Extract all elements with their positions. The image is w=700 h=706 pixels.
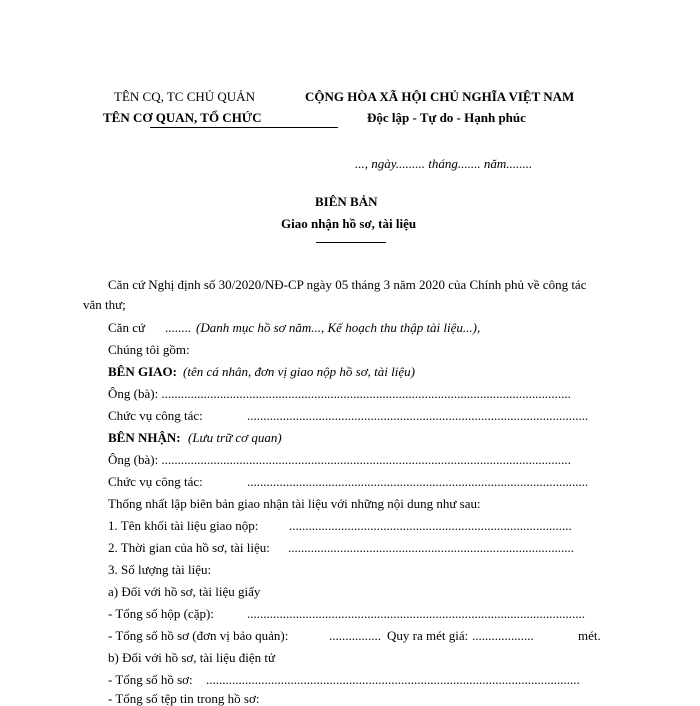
parent-agency: TÊN CQ, TC CHỦ QUẢN	[114, 89, 255, 104]
efiles-fill: ...................................................................................................................	[206, 672, 580, 687]
item1-label: 1. Tên khối tài liệu giao nộp:	[108, 518, 259, 533]
giver-position-fill: .........................................................................................................	[247, 408, 589, 423]
republic-title: CỘNG HÒA XÃ HỘI CHỦ NGHĨA VIỆT NAM	[305, 89, 575, 104]
document-title: BIÊN BẢN	[315, 194, 378, 209]
boxes-label: - Tổng số hộp (cặp):	[108, 606, 214, 621]
national-motto: Độc lập - Tự do - Hạnh phúc	[367, 110, 526, 125]
meters-unit: mét.	[578, 628, 601, 643]
agency-name: TÊN CƠ QUAN, TỔ CHỨC	[103, 110, 262, 125]
receiver-position-label: Chức vụ công tác:	[108, 474, 203, 489]
basis2-fill: ........	[165, 320, 191, 335]
date-line: ..., ngày......... tháng....... năm........	[355, 156, 533, 171]
giver-label: BÊN GIAO:	[108, 364, 177, 379]
giver-position-label: Chức vụ công tác:	[108, 408, 203, 423]
item2-fill: ........................................................................................	[288, 540, 574, 555]
document-subtitle: Giao nhận hồ sơ, tài liệu	[281, 216, 417, 231]
efiles-label: - Tổng số hồ sơ:	[108, 672, 193, 687]
title-underline	[316, 242, 386, 243]
basis2-label: Căn cứ	[108, 320, 146, 335]
item3a: a) Đối với hồ sơ, tài liệu giấy	[108, 584, 261, 599]
item3b: b) Đối với hồ sơ, tài liệu điện tử	[108, 650, 276, 665]
files-label: - Tổng số hồ sơ (đơn vị bảo quản):	[108, 628, 289, 643]
meters-label: Quy ra mét giá:	[387, 628, 469, 643]
basis-line-1: Căn cứ Nghị định số 30/2020/NĐ-CP ngày 05 tháng 3 năm 2020 của Chính phủ về công tác	[108, 277, 587, 292]
giver-person: Ông (bà): ..............................................................................................................................	[108, 386, 571, 401]
files-fill: ................	[329, 628, 381, 643]
we-are: Chúng tôi gồm:	[108, 342, 190, 357]
basis-line-2: văn thư;	[83, 297, 126, 312]
receiver-position-fill: .........................................................................................................	[247, 474, 589, 489]
agreement-line: Thống nhất lập biên bản giao nhận tài liệu với những nội dung như sau:	[108, 496, 481, 511]
item3-label: 3. Số lượng tài liệu:	[108, 562, 212, 577]
item1-fill: .......................................................................................	[289, 518, 572, 533]
giver-note: (tên cá nhân, đơn vị giao nộp hồ sơ, tài liệu)	[183, 364, 415, 379]
receiver-person: Ông (bà): ..............................................................................................................................	[108, 452, 571, 467]
item2-label: 2. Thời gian của hồ sơ, tài liệu:	[108, 540, 270, 555]
basis2-text: (Danh mục hồ sơ năm..., Kế hoạch thu thập tài liệu...),	[196, 320, 481, 335]
receiver-label: BÊN NHẬN:	[108, 430, 181, 445]
meters-fill: ...................	[472, 628, 534, 643]
last-partial-line: - Tổng số tệp tin trong hồ sơ:	[108, 691, 260, 706]
boxes-fill: ........................................................................................................	[247, 606, 585, 621]
agency-underline	[150, 127, 338, 128]
receiver-note: (Lưu trữ cơ quan)	[188, 430, 282, 445]
